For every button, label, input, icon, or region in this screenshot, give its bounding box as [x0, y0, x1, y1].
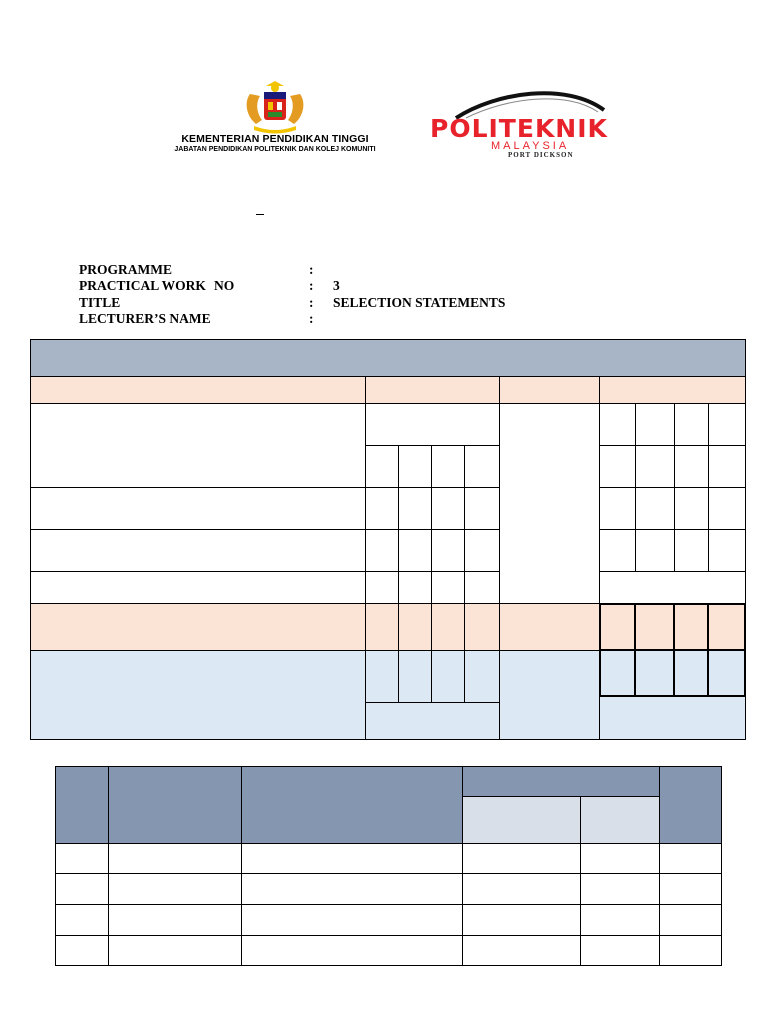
total-cell: [464, 650, 500, 703]
total-cell: [634, 649, 675, 697]
sub-column-header: [462, 796, 581, 844]
programme-label: PROGRAMME: [79, 262, 172, 277]
total-cell: [599, 649, 636, 697]
score-cell: [708, 445, 746, 488]
table-cell: [659, 873, 722, 905]
table-cell: [55, 935, 109, 966]
table-cell: [55, 904, 109, 936]
table-cell: [55, 843, 109, 874]
score-cell: [464, 487, 500, 530]
logo-campus-text: PORT DICKSON: [508, 151, 574, 159]
table-cell: [55, 873, 109, 905]
score-cell: [431, 487, 465, 530]
column-header: [55, 766, 109, 844]
criteria-cell: [30, 487, 366, 530]
score-cell: [365, 571, 399, 604]
score-cell: [431, 445, 465, 488]
underscore-mark: [256, 214, 264, 215]
score-cell: [365, 529, 399, 572]
column-group-header: [462, 766, 660, 797]
table-cell: [241, 904, 463, 936]
remarks-total-cell: [499, 650, 600, 740]
table-cell: [580, 904, 660, 936]
subtotal-cell: [599, 603, 636, 651]
score-cell: [635, 487, 675, 530]
lecturer-colon: :: [309, 311, 314, 326]
score-cell: [398, 487, 432, 530]
header-cell: [599, 376, 746, 404]
total-merged-cell: [599, 696, 746, 740]
table-cell: [580, 843, 660, 874]
coat-of-arms-logo: [240, 80, 310, 135]
table-cell: [462, 935, 581, 966]
practical-work-label: PRACTICAL WORK: [79, 278, 206, 293]
politeknik-logo: [426, 84, 638, 160]
subtotal-cell: [634, 603, 675, 651]
score-cell: [431, 571, 465, 604]
table-cell: [108, 843, 242, 874]
table-cell: [108, 904, 242, 936]
score-cell: [365, 487, 399, 530]
total-cell: [398, 650, 432, 703]
table-cell: [462, 843, 581, 874]
practical-colon: :: [309, 278, 314, 293]
score-cell: [708, 529, 746, 572]
score-cell: [674, 529, 709, 572]
score-cell: [635, 403, 675, 446]
criteria-cell: [30, 529, 366, 572]
score-cell: [635, 529, 675, 572]
header-cell: [365, 376, 500, 404]
total-merged-cell: [365, 702, 500, 740]
score-cell: [599, 403, 636, 446]
score-cell: [398, 445, 432, 488]
table-cell: [241, 873, 463, 905]
practical-work-value: 3: [333, 278, 340, 293]
subtotal-cell: [673, 603, 709, 651]
total-cell: [707, 649, 746, 697]
score-cell: [464, 445, 500, 488]
table-cell: [108, 873, 242, 905]
total-label-cell: [30, 650, 366, 740]
table-cell: [659, 843, 722, 874]
header-cell: [499, 376, 600, 404]
header-cell: [30, 376, 366, 404]
title-label: TITLE: [79, 295, 121, 310]
ministry-name: [150, 133, 400, 153]
table-cell: [241, 843, 463, 874]
total-cell: [673, 649, 709, 697]
criteria-cell: [30, 403, 366, 488]
table-cell: [580, 935, 660, 966]
score-cell: [708, 403, 746, 446]
score-cell: [635, 445, 675, 488]
score-cell: [464, 529, 500, 572]
score-cell: [398, 529, 432, 572]
table-cell: [241, 935, 463, 966]
score-cell: [599, 529, 636, 572]
programme-colon: :: [309, 262, 314, 277]
ministry-line-1: KEMENTERIAN PENDIDIKAN TINGGI: [181, 133, 369, 145]
practical-no-label: NO: [214, 278, 235, 293]
remarks-cell: [499, 403, 600, 604]
score-cell: [464, 571, 500, 604]
table-cell: [659, 935, 722, 966]
score-cell: [398, 571, 432, 604]
table-cell: [108, 935, 242, 966]
subtotal-cell: [431, 603, 465, 651]
total-cell: [365, 650, 399, 703]
score-cell: [674, 403, 709, 446]
score-cell: [365, 445, 399, 488]
logo-politeknik-text: POLITEKNIK: [430, 114, 608, 143]
column-header: [659, 766, 722, 844]
title-value: SELECTION STATEMENTS: [333, 295, 506, 310]
subtotal-cell: [464, 603, 500, 651]
merged-cell: [599, 571, 746, 604]
ministry-line-2: JABATAN PENDIDIKAN POLITEKNIK DAN KOLEJ KOMUNITI: [174, 146, 376, 153]
group-header-cell: [365, 403, 500, 446]
subtotal-cell: [365, 603, 399, 651]
table-cell: [580, 873, 660, 905]
lecturer-name-label: LECTURER’S NAME: [79, 311, 211, 326]
table-cell: [462, 873, 581, 905]
score-cell: [674, 445, 709, 488]
column-header: [108, 766, 242, 844]
table-title-bar: [30, 339, 746, 377]
subtotal-cell: [398, 603, 432, 651]
table-cell: [659, 904, 722, 936]
logo-malaysia-text: MALAYSIA: [491, 140, 570, 152]
subtotal-label-cell: [30, 603, 366, 651]
score-cell: [674, 487, 709, 530]
score-cell: [431, 529, 465, 572]
remarks-subtotal-cell: [499, 603, 600, 651]
subtotal-cell: [707, 603, 746, 651]
table-cell: [462, 904, 581, 936]
criteria-cell: [30, 571, 366, 604]
score-cell: [708, 487, 746, 530]
total-cell: [431, 650, 465, 703]
score-cell: [599, 487, 636, 530]
sub-column-header: [580, 796, 660, 844]
score-cell: [599, 445, 636, 488]
title-colon: :: [309, 295, 314, 310]
column-header: [241, 766, 463, 844]
